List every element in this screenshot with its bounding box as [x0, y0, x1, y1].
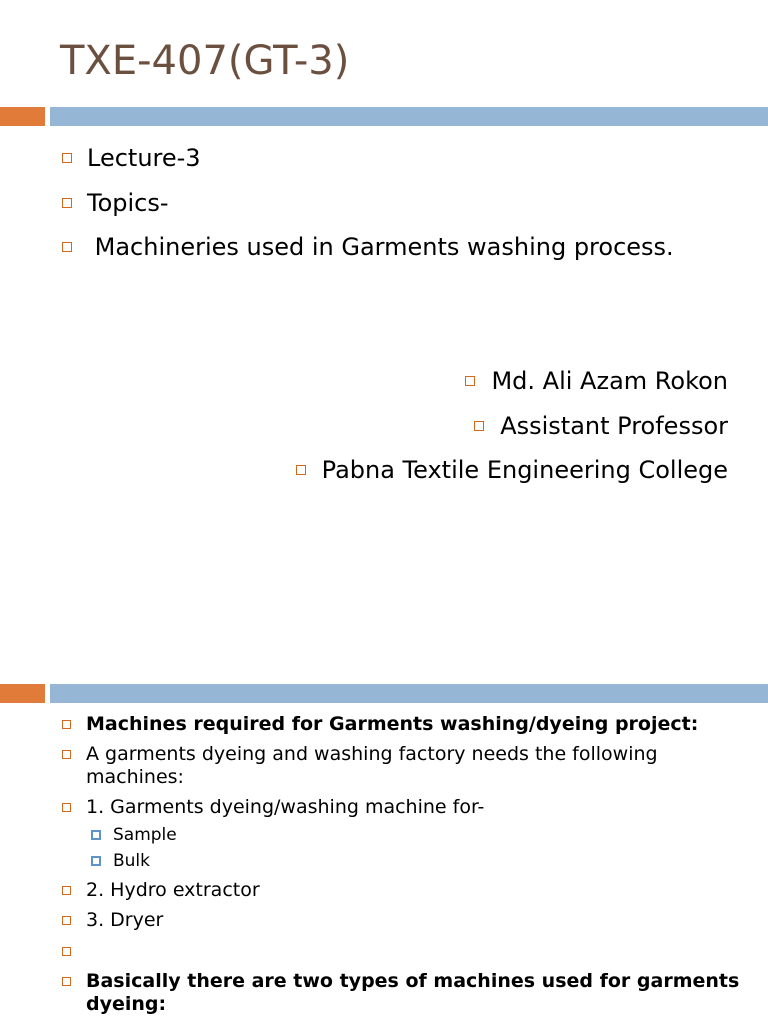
- bullet-machineries: [62, 232, 674, 262]
- accent-bar: [0, 684, 45, 703]
- square-bullet-icon: [62, 242, 72, 252]
- types-continuation: [86, 992, 166, 1016]
- bullet-lecture: [62, 143, 201, 173]
- filled-square-bullet-icon: [91, 856, 101, 866]
- item-text: 3. Dryer: [86, 909, 164, 931]
- content-slide: [0, 682, 768, 1024]
- sub-item-text: Sample: [113, 825, 177, 845]
- types-text: Basically there are two types of machines used for garments: [86, 970, 740, 992]
- square-bullet-icon: [62, 977, 71, 986]
- square-bullet-icon: [62, 198, 72, 208]
- square-bullet-icon: [62, 803, 71, 812]
- filled-square-bullet-icon: [91, 830, 101, 840]
- intro-continuation: [86, 765, 184, 789]
- author-institution-text: Pabna Textile Engineering College: [321, 456, 728, 484]
- types-text-continued: dyeing:: [86, 993, 167, 1015]
- bullet-text: Machineries used in Garments washing process.: [87, 233, 674, 261]
- header-bar: [50, 107, 768, 126]
- intro-text: A garments dyeing and washing factory needs the following: [86, 743, 658, 765]
- bullet-item-1: [62, 795, 484, 819]
- bullet-item-3: [62, 908, 163, 932]
- author-name-text: Md. Ali Azam Rokon: [491, 367, 728, 395]
- bullet-text: Topics-: [87, 189, 169, 217]
- author-institution: [296, 455, 728, 485]
- square-bullet-icon: [62, 750, 71, 759]
- square-bullet-icon: [62, 720, 71, 729]
- sub-bullet-sample: [91, 824, 177, 846]
- intro-text-continued: machines:: [86, 766, 184, 788]
- author-position-text: Assistant Professor: [500, 412, 728, 440]
- square-bullet-icon: [474, 421, 484, 431]
- accent-bar: [0, 107, 45, 126]
- bullet-item-2: [62, 878, 260, 902]
- bullet-topics: [62, 188, 169, 218]
- square-bullet-icon: [62, 916, 71, 925]
- author-name: [465, 366, 728, 396]
- bullet-types: [62, 969, 739, 993]
- square-bullet-icon: [62, 153, 72, 163]
- square-bullet-icon: [62, 947, 71, 956]
- item-text: 1. Garments dyeing/washing machine for-: [86, 796, 485, 818]
- sub-item-text: Bulk: [113, 851, 151, 871]
- bullet-empty: [62, 939, 86, 963]
- bullet-text: Lecture-3: [87, 144, 201, 172]
- header-bar: [50, 684, 768, 703]
- heading-text: Machines required for Garments washing/dyeing project:: [86, 713, 699, 735]
- square-bullet-icon: [62, 886, 71, 895]
- bullet-heading: [62, 712, 698, 736]
- bullet-intro: [62, 742, 658, 766]
- square-bullet-icon: [465, 376, 475, 386]
- author-position: [474, 411, 728, 441]
- item-text: 2. Hydro extractor: [86, 879, 260, 901]
- slide-title: TXE-407(GT-3): [60, 38, 350, 84]
- sub-bullet-bulk: [91, 850, 150, 872]
- square-bullet-icon: [296, 465, 306, 475]
